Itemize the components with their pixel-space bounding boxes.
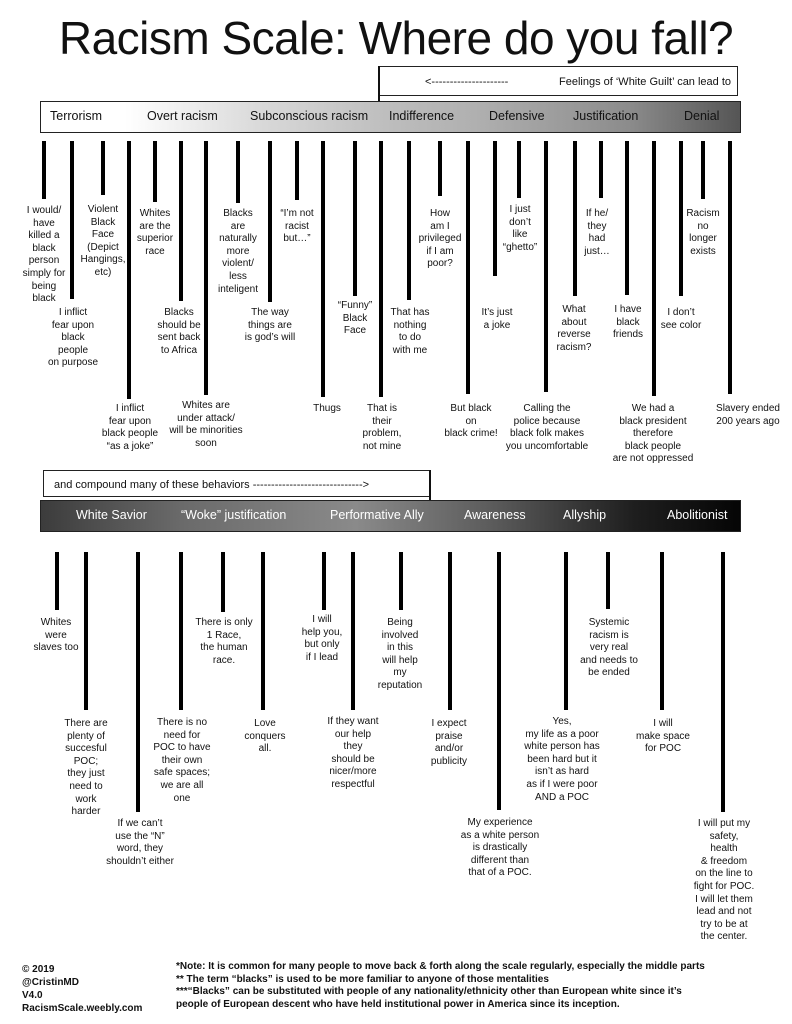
stick: [721, 552, 725, 812]
label-inflict-fear-purpose: I inflict fear upon black people on purpose: [47, 307, 99, 369]
callout-mid-text: and compound many of these behaviors ------------------------------>: [54, 479, 370, 491]
stick: [399, 552, 403, 610]
footnote: ** The term “blacks” is used to be more familiar to anyone of those mentalities: [176, 973, 549, 985]
segment-performative-ally: Performative Ally: [330, 508, 424, 522]
label-racism-no-longer-exists: Racism no longer exists: [686, 208, 720, 257]
stick: [42, 141, 46, 199]
label-violent-black-face: Violent Black Face (Depict Hangings, etc): [80, 204, 126, 278]
label-my-experience: My experience as a white person is drastically different than that of a POC.: [460, 817, 540, 879]
stick: [353, 141, 357, 296]
segment-terrorism: Terrorism: [50, 109, 103, 123]
stick: [564, 552, 568, 710]
callout-text: Feelings of ‘White Guilt’ can lead to: [559, 76, 732, 88]
label-superior-race: Whites are the superior race: [136, 208, 174, 257]
white-guilt-callout: [378, 66, 738, 96]
stick: [236, 141, 240, 203]
label-not-racist-but: “I’m not racist but…”: [280, 208, 314, 245]
label-reverse-racism: What about reverse racism?: [556, 304, 592, 353]
segment-abolitionist: Abolitionist: [667, 508, 728, 522]
stick: [153, 141, 157, 202]
stick: [261, 552, 265, 710]
stick: [652, 141, 656, 396]
stick: [625, 141, 629, 295]
stick: [55, 552, 59, 610]
anti-racism-scale-bar: [40, 500, 741, 532]
stick: [660, 552, 664, 710]
label-just-a-joke: It’s just a joke: [481, 307, 513, 331]
stick: [351, 552, 355, 710]
label-gods-will: The way things are is god’s will: [244, 307, 296, 344]
compound-behaviors-callout: [43, 470, 431, 497]
author-handle: @CristinMD: [22, 977, 79, 988]
site-link[interactable]: RacismScale.weebly.com: [22, 1003, 143, 1014]
stick: [101, 141, 105, 195]
stick: [517, 141, 521, 198]
label-whites-were-slaves: Whites were slaves too: [33, 617, 79, 654]
version: V4.0: [22, 990, 43, 1001]
footer-credits: [22, 963, 142, 1015]
segment-denial: Denial: [684, 109, 720, 123]
label-if-they-had-just: If he/ they had just…: [584, 208, 610, 257]
footnotes: [176, 961, 786, 1011]
page-title: Racism Scale: Where do you fall?: [58, 12, 734, 64]
label-black-on-black-crime: But black on black crime!: [444, 403, 498, 440]
label-killed-black-person: I would/ have killed a black person simply for being black: [22, 205, 66, 305]
stick: [606, 552, 610, 609]
label-one-race: There is only 1 Race, the human race.: [195, 617, 253, 666]
label-help-my-reputation: Being involved in this will help my reputation: [377, 617, 423, 691]
label-naturally-violent: Blacks are naturally more violent/ less inteligent: [217, 208, 259, 295]
stick: [379, 141, 383, 397]
label-their-problem: That is their problem, not mine: [362, 403, 402, 452]
segment-white-savior: White Savior: [76, 508, 147, 522]
copyright: © 2019: [22, 964, 55, 975]
segment-awareness: Awareness: [464, 508, 526, 522]
label-nothing-to-do: That has nothing to do with me: [390, 307, 430, 356]
label-systemic-racism: Systemic racism is very real and needs to be ended: [580, 617, 638, 679]
stick: [136, 552, 140, 812]
callout-bracket-mid: [429, 470, 431, 502]
footnote: people of European descent who have held institutional power in America since its inception.: [176, 998, 620, 1010]
stick: [407, 141, 411, 300]
label-slavery-ended: Slavery ended 200 years ago: [716, 403, 780, 427]
label-funny-black-face: “Funny” Black Face: [337, 300, 373, 337]
segment-woke-justification: “Woke” justification: [181, 508, 287, 522]
label-sent-back-africa: Blacks should be sent back to Africa: [157, 307, 201, 356]
segment-subconscious-racism: Subconscious racism: [250, 109, 369, 123]
label-make-space: I will make space for POC: [636, 718, 690, 755]
stick: [701, 141, 705, 199]
label-n-word: If we can’t use the “N” word, they shouldn’t either: [106, 818, 174, 867]
label-nicer-respectful: If they want our help they should be nicer/more respectful: [327, 716, 379, 790]
segment-defensive: Defensive: [489, 109, 545, 123]
footnote: *Note: It is common for many people to move back & forth along the scale regularly, especially the middle parts: [176, 961, 705, 972]
label-help-if-i-lead: I will help you, but only if I lead: [301, 614, 343, 663]
stick: [70, 141, 74, 299]
label-inflict-fear-joke: I inflict fear upon black people “as a joke”: [101, 403, 159, 452]
segment-indifference: Indifference: [389, 109, 455, 123]
label-black-president: We had a black president therefore black people are not oppressed: [612, 403, 694, 465]
label-whites-under-attack: Whites are under attack/ will be minorities soon: [169, 400, 243, 449]
label-dont-like-ghetto: I just don’t like “ghetto”: [502, 204, 538, 253]
stick: [497, 552, 501, 810]
racism-scale-bar: [40, 101, 741, 133]
segment-overt-racism: Overt racism: [147, 109, 218, 123]
label-calling-police: Calling the police because black folk makes you uncomfortable: [505, 403, 589, 452]
callout-bracket-top: [378, 66, 380, 104]
label-how-am-i-privileged: How am I privileged if I am poor?: [418, 208, 462, 270]
label-poor-white-person: Yes, my life as a poor white person has been hard but it isn’t as hard as if I were poor AND a POC: [524, 716, 600, 803]
stick: [179, 141, 183, 301]
label-put-my-safety: I will put my safety, health & freedom on the line to fight for POC. I will let them lead and not try to be at the center.: [693, 818, 755, 943]
stick: [438, 141, 442, 196]
label-no-safe-spaces: There is no need for POC to have their own safe spaces; we are all one: [153, 717, 211, 804]
label-black-friends: I have black friends: [612, 304, 643, 341]
stick: [322, 552, 326, 610]
callout-arrow: <---------------------: [425, 76, 509, 88]
stick: [728, 141, 732, 394]
segment-justification: Justification: [573, 109, 639, 123]
label-love-conquers: Love conquers all.: [244, 718, 286, 755]
stick: [448, 552, 452, 710]
stick: [321, 141, 325, 397]
label-expect-praise: I expect praise and/or publicity: [430, 718, 468, 767]
label-thugs: Thugs: [313, 403, 341, 414]
stick: [295, 141, 299, 200]
stick: [84, 552, 88, 710]
label-plenty-of-poc: There are plenty of succesful POC; they just need to work harder: [64, 718, 108, 818]
segment-allyship: Allyship: [563, 508, 607, 522]
stick: [599, 141, 603, 198]
label-dont-see-color: I don’t see color: [660, 307, 702, 331]
footnote: ***“Blacks” can be substituted with people of any nationality/ethnicity other than European white since it’s: [176, 986, 682, 997]
stick: [221, 552, 225, 612]
stick: [179, 552, 183, 710]
